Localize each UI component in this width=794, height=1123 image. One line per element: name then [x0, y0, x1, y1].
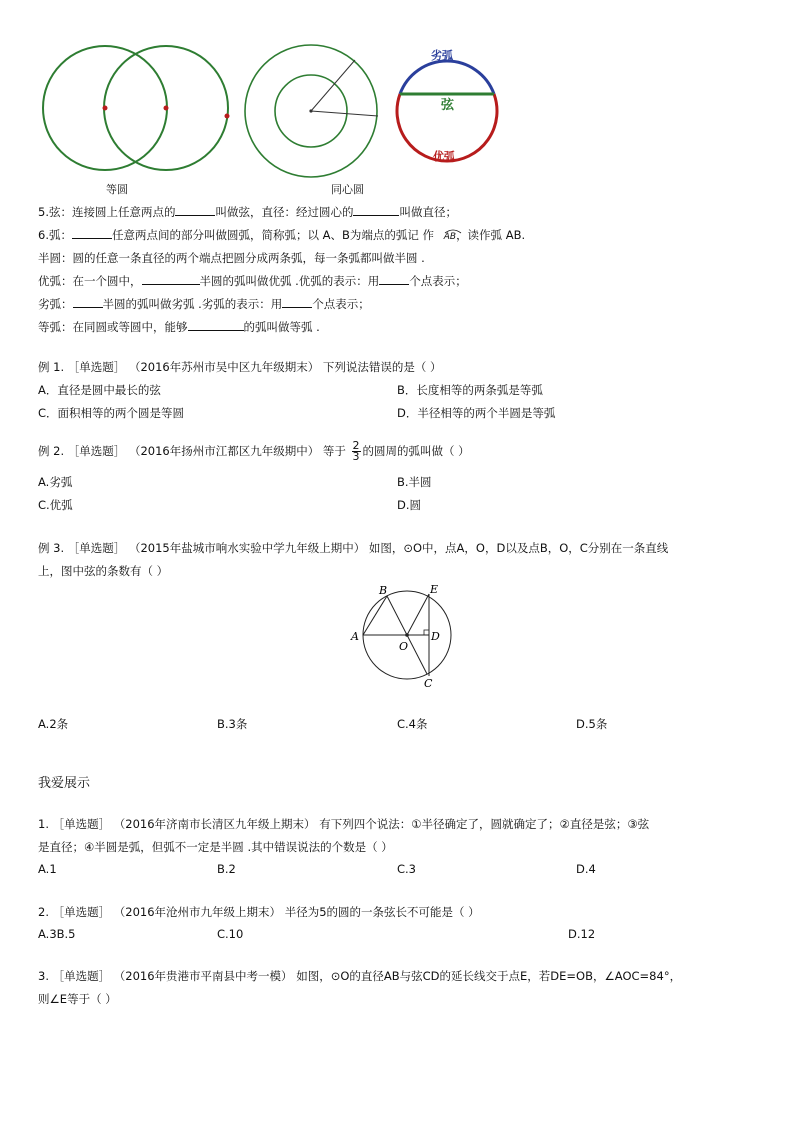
label-o: O	[399, 640, 409, 653]
example-2-option-b[interactable]: B.半圆	[397, 475, 432, 489]
question-2-option-c[interactable]: C.10	[217, 927, 244, 941]
label-a: A	[351, 630, 359, 643]
question-1-option-d[interactable]: D.4	[576, 862, 596, 876]
example-2-option-a[interactable]: A.劣弧	[38, 475, 73, 489]
example-3-option-c[interactable]: C.4条	[397, 717, 428, 731]
text: 5.弦：连接圆上任意两点的	[38, 205, 176, 219]
major-arc-label: 优弧	[433, 150, 455, 163]
outer-radius	[311, 60, 355, 111]
segment-oe	[407, 594, 429, 635]
text: 的圆周的弧叫做（ ）	[362, 444, 470, 458]
text: 叫做弦，直径：经过圆心的	[215, 205, 354, 219]
text: 等弧：在同圆或等圆中，能够	[38, 320, 188, 334]
question-1-stem-line2: 是直径；④半圆是弧，但弧不一定是半圆 .其中错误说法的个数是（ ）	[38, 840, 393, 854]
chord-ab	[363, 596, 387, 635]
definition-semicircle: 半圆：圆的任意一条直径的两个端点把圆分成两条弧，每一条弧都叫做半圆 .	[38, 251, 425, 265]
section-title: 我爱展示	[38, 776, 91, 791]
fill-blank	[282, 296, 312, 308]
fill-blank	[353, 204, 399, 216]
question-1-option-c[interactable]: C.3	[397, 862, 417, 876]
question-3-stem-line1: 3. ［单选题］ （2016年贵港市平南县中考一模） 如图，⊙O的直径AB与弦CD的延长线交于点E，若DE=OB，∠AOC=84°，	[38, 969, 682, 983]
minor-arc	[400, 61, 494, 94]
fill-blank	[175, 204, 215, 216]
center-point	[103, 106, 108, 111]
text: 例 2. ［单选题］ （2016年扬州市江都区九年级期中） 等于	[38, 444, 346, 458]
fill-blank	[188, 319, 244, 331]
example-3-stem-line2: 上，图中弦的条数有（ ）	[38, 564, 169, 578]
example-3-stem-line1: 例 3. ［单选题］ （2015年盐城市响水实验中学九年级上期中） 如图，⊙O中，点A，O，D以及点B，O，C分别在一条直线	[38, 541, 669, 555]
numerator: 2	[352, 439, 360, 452]
text: 任意两点间的部分叫做圆弧，简称弧；以 A、B为端点的弧记 作	[111, 228, 435, 242]
question-1-option-a[interactable]: A.1	[38, 862, 57, 876]
example-2-option-d[interactable]: D.圆	[397, 498, 422, 512]
text: 半圆的弧叫做优弧 .优弧的表示：用	[199, 274, 380, 288]
text: ，读作弧 AB.	[456, 228, 526, 242]
example-3-option-b[interactable]: B.3条	[217, 717, 248, 731]
definition-major-arc	[38, 273, 467, 289]
example-1-option-a[interactable]: A．直径是圆中最长的弦	[38, 383, 161, 397]
text: 6.弧：	[38, 228, 72, 242]
example-2-option-c[interactable]: C.优弧	[38, 498, 73, 512]
concentric-caption: 同心圆	[331, 183, 364, 196]
text: 的弧叫做等弧 .	[243, 320, 320, 334]
question-1-option-b[interactable]: B.2	[217, 862, 236, 876]
center-point	[405, 633, 409, 637]
example-3-option-d[interactable]: D.5条	[576, 717, 608, 731]
fill-blank	[379, 273, 409, 285]
text: 优弧：在一个圆中，	[38, 274, 142, 288]
example-3-circle-figure	[345, 580, 455, 692]
concentric-circles-figure	[243, 40, 383, 180]
example-3-option-a[interactable]: A.2条	[38, 717, 69, 731]
question-2-option-a-b[interactable]: A.3B.5	[38, 927, 76, 941]
text: 个点表示；	[409, 274, 467, 288]
question-2-stem: 2. ［单选题］ （2016年沧州市九年级上期末） 半径为5的圆的一条弦长不可能是（ ）	[38, 905, 480, 919]
label-e: E	[430, 583, 439, 596]
chord-label: 弦	[441, 98, 455, 113]
right-angle-mark	[424, 630, 429, 635]
arc-symbol-icon	[444, 229, 462, 234]
text: 劣弧：	[38, 297, 73, 311]
denominator: 3	[352, 450, 360, 463]
example-1-option-b[interactable]: B．长度相等的两条弧是等弧	[397, 383, 543, 397]
question-2-option-d[interactable]: D.12	[568, 927, 596, 941]
arc-notation	[444, 232, 456, 242]
label-d: D	[431, 630, 440, 643]
label-c: C	[424, 677, 433, 690]
definition-equal-arc	[38, 319, 320, 335]
question-3-stem-line2: 则∠E等于（ ）	[38, 992, 117, 1006]
center-point	[164, 106, 169, 111]
fraction	[352, 441, 361, 462]
example-2-stem	[38, 441, 470, 462]
center-point	[309, 109, 312, 112]
definition-chord	[38, 204, 457, 220]
text: 半圆的弧叫做劣弧 .劣弧的表示：用	[102, 297, 283, 311]
text: 叫做直径；	[399, 205, 457, 219]
fill-blank	[142, 273, 200, 285]
inner-radius	[311, 111, 378, 116]
example-1-option-c[interactable]: C．面积相等的两个圆是等圆	[38, 406, 185, 420]
equal-circles-caption: 等圆	[106, 183, 128, 196]
example-1-stem: 例 1. ［单选题］ （2016年苏州市吴中区九年级期末） 下列说法错误的是（ ）	[38, 360, 442, 374]
question-1-stem-line1: 1. ［单选题］ （2016年济南市长清区九年级上期末） 有下列四个说法：①半径确定了，圆就确定了；②直径是弦；③弦	[38, 817, 650, 831]
label-b: B	[379, 584, 388, 597]
text: 个点表示；	[312, 297, 370, 311]
example-1-option-d[interactable]: D．半径相等的两个半圆是等弧	[397, 406, 556, 420]
definition-minor-arc	[38, 296, 370, 312]
circle-point	[225, 114, 230, 119]
fill-blank	[73, 296, 103, 308]
fill-blank	[72, 227, 112, 239]
minor-arc-label: 劣弧	[431, 49, 453, 62]
definition-arc	[38, 227, 525, 243]
equal-circles-figure	[38, 40, 238, 180]
arc-name: AB	[443, 232, 457, 242]
